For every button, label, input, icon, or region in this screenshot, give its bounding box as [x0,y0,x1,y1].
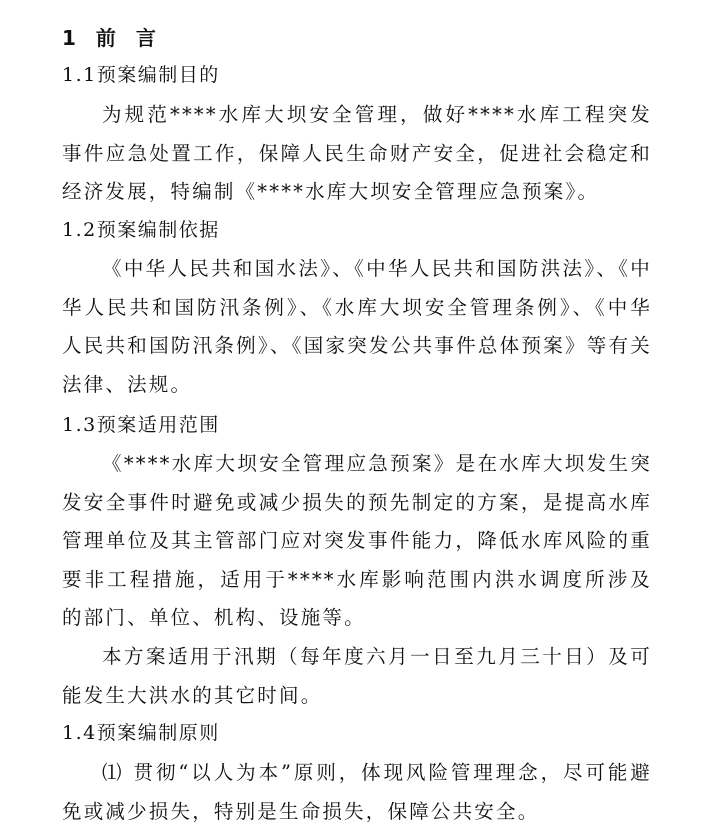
chapter-number: 1 [62,26,76,50]
chapter-title [62,26,156,50]
section-heading-1-2: 1.2预案编制依据 [62,219,220,241]
section-heading-1-1: 1.1预案编制目的 [62,64,220,86]
chapter-title-part2: 言 [135,26,156,50]
paragraph-scope: 《****水库大坝安全管理应急预案》是在水库大坝发生突发安全事件时避免或减少损失的预先制定的方案，是提高水库管理单位及其主管部门应对突发事件能力，降低水库风险的重要非工程措施，适用于****水库影响范围内洪水调度所涉及的部门、单位、机构、设施等。 [62,452,652,629]
paragraph-flood-period: 本方案适用于汛期（每年度六月一日至九月三十日）及可能发生大洪水的其它时间。 [62,645,652,707]
chapter-title-part1: 前 [95,26,116,50]
section-heading-1-4: 1.4预案编制原则 [62,722,220,744]
paragraph-basis: 《中华人民共和国水法》、《中华人民共和国防洪法》、《中华人民共和国防汛条例》、《水库大坝安全管理条例》、《中华人民共和国防汛条例》、《国家突发公共事件总体预案》等有关法律、法规。 [62,257,652,396]
paragraph-principle-1: ⑴ 贯彻“以人为本”原则，体现风险管理理念，尽可能避免或减少损失，特别是生命损失，保障公共安全。 [62,761,652,823]
paragraph-purpose: 为规范****水库大坝安全管理，做好****水库工程突发事件应急处置工作，保障人民生命财产安全，促进社会稳定和经济发展，特编制《****水库大坝安全管理应急预案》。 [62,103,652,203]
section-heading-1-3: 1.3预案适用范围 [62,414,220,436]
